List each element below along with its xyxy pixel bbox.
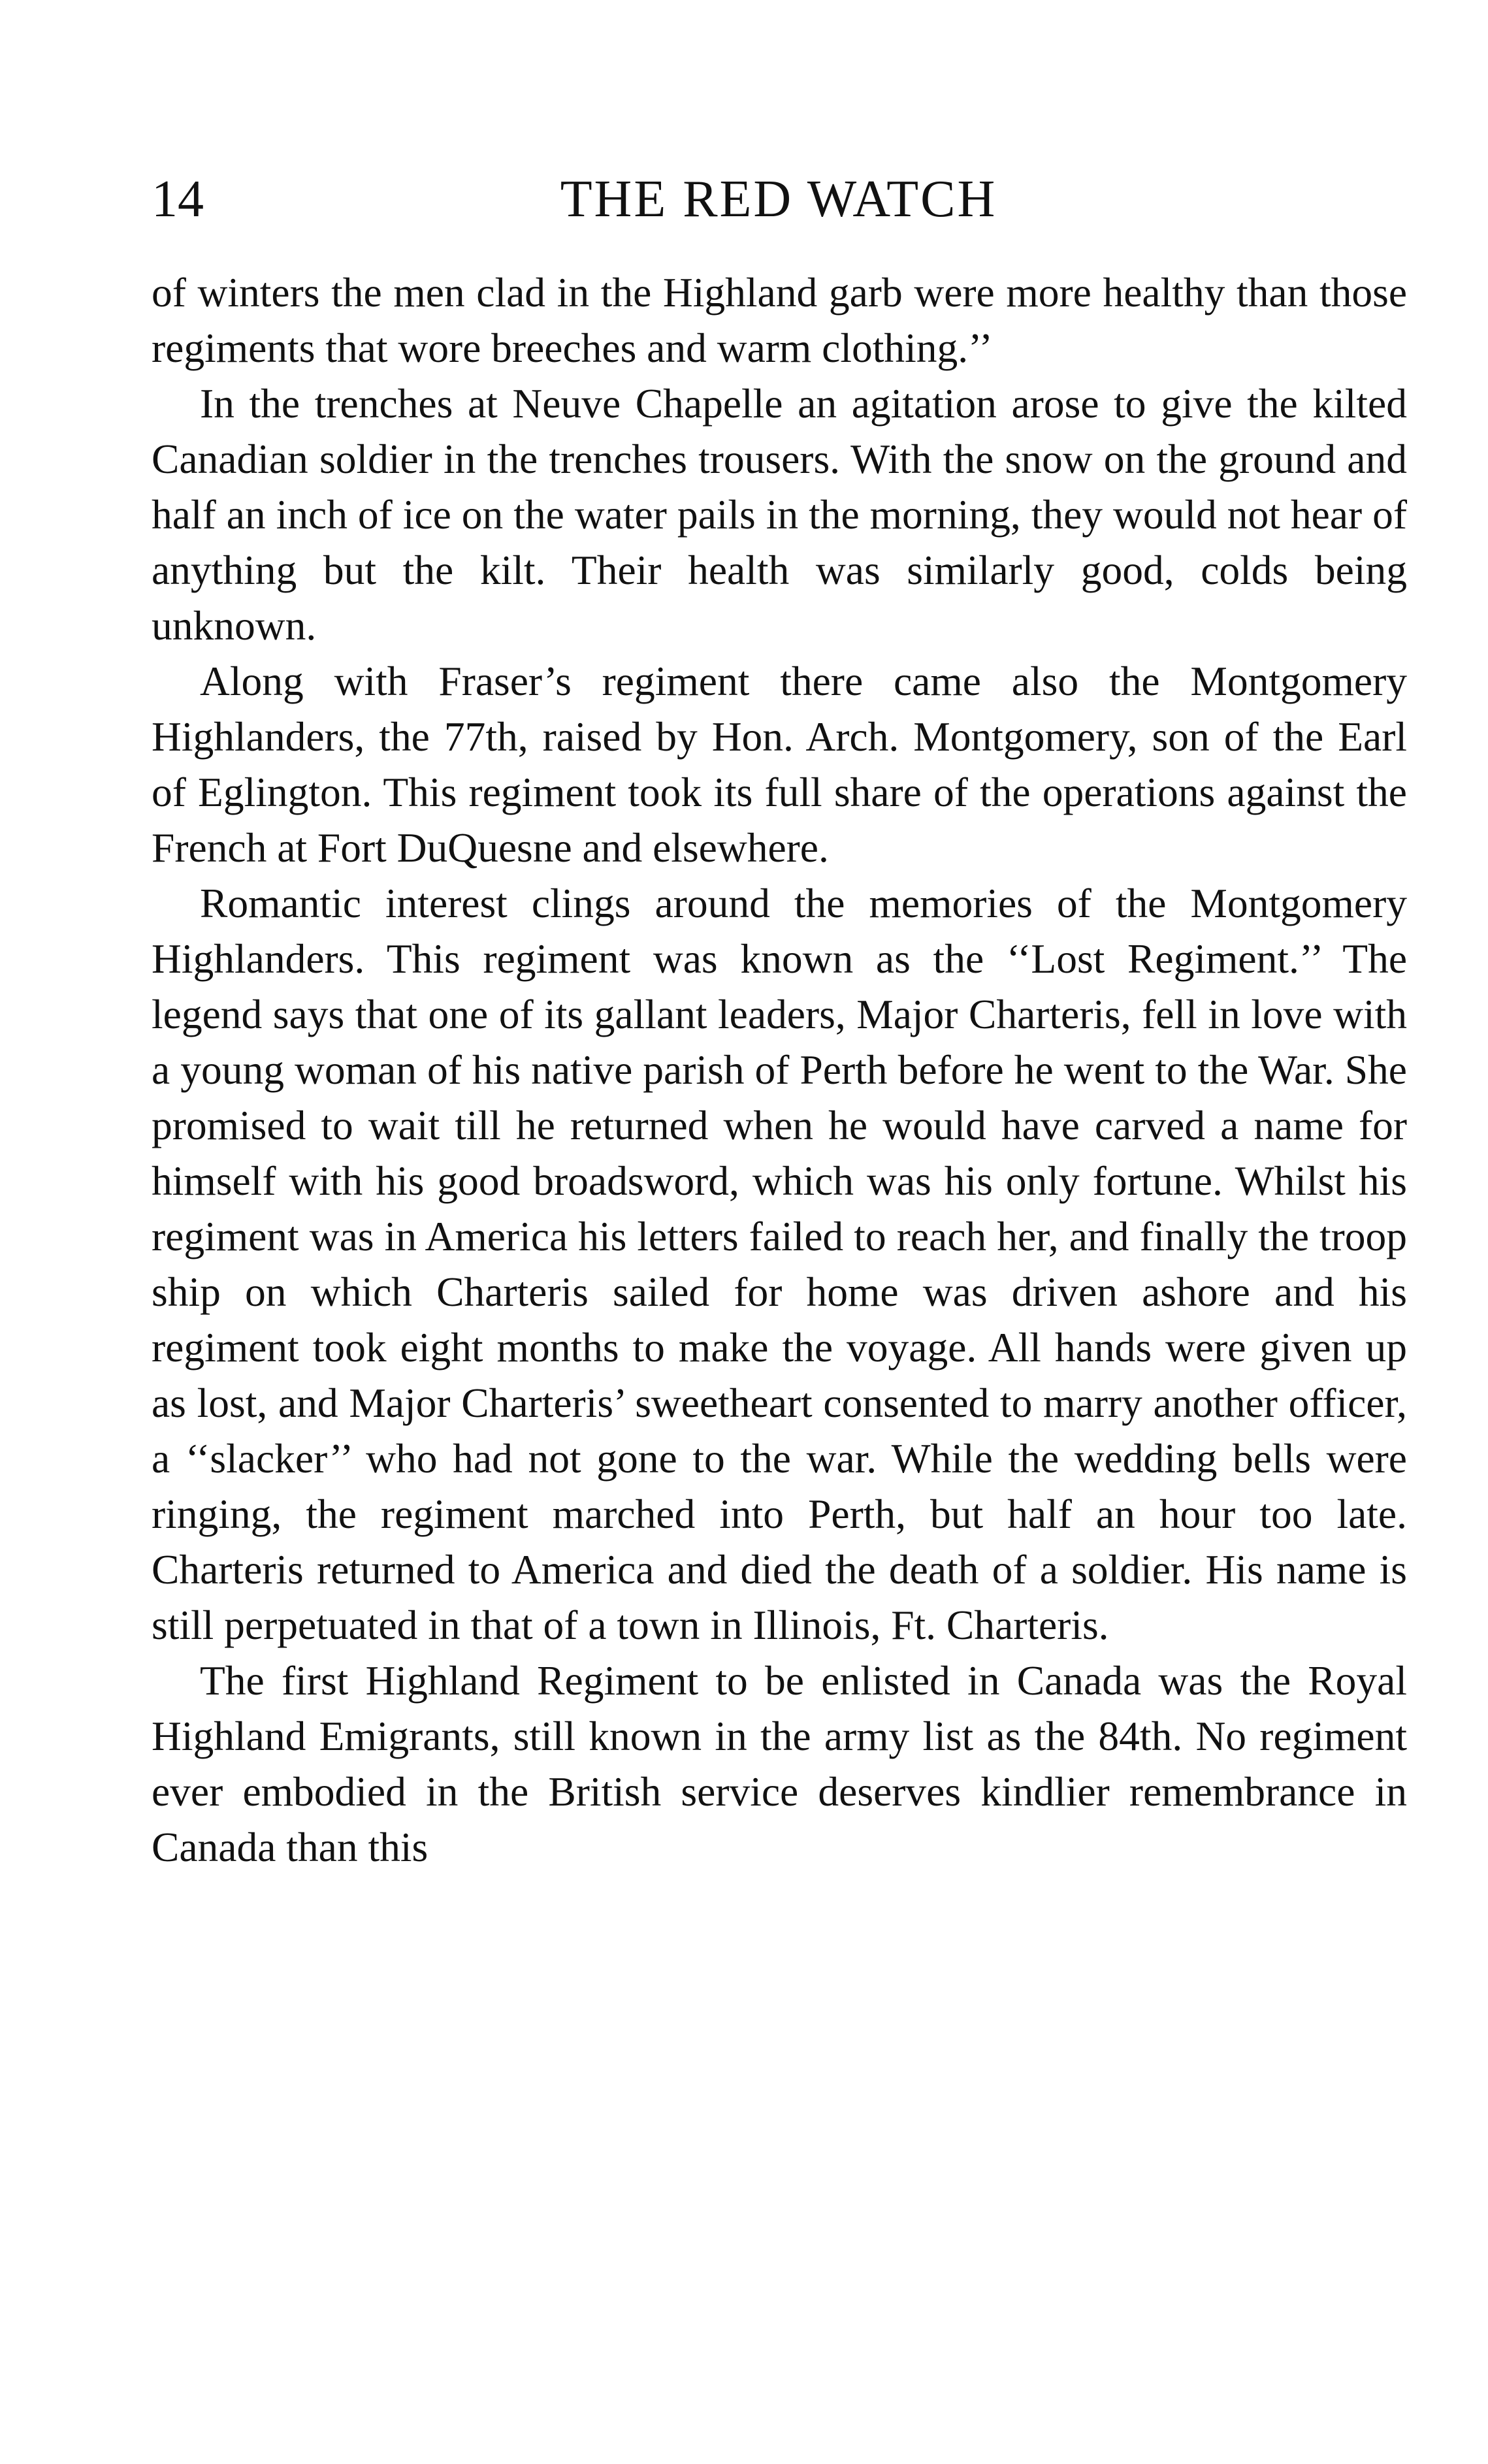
- running-title: THE RED WATCH: [560, 170, 997, 228]
- running-head: [152, 163, 1406, 235]
- paragraph-royal-highland-emigrants: The first Highland Regiment to be enlisted in Canada was the Royal Highland Emigrants, still known in the army list as the 84th. No regiment ever embodied in the British service deserves kindlier remembrance in Canada than this: [152, 1657, 1407, 1870]
- paragraph-continued: of winters the men clad in the Highland garb were more healthy than those regiments that wore breeches and warm clothing.’’: [152, 269, 1407, 371]
- paragraph-neuve-chapelle: In the trenches at Neuve Chapelle an agitation arose to give the kilted Canadian soldier in the trenches trousers. With the snow on the ground and half an inch of ice on the water pails in the morning, they would not hear of anything but the kilt. Their health was similarly good, colds being unknown.: [152, 380, 1407, 649]
- paragraph-lost-regiment: Romantic interest clings around the memories of the Montgomery Highlanders. This regiment was known as the ‘‘Lost Regiment.’’ The legend says that one of its gallant leaders, Major Charteris, fell in love with a young woman of his native parish of Perth before he went to the War. She promised to wait till he returned when he would have carved a name for himself with his good broadsword, which was his only fortune. Whilst his regiment was in America his letters failed to reach her, and finally the troop ship on which Charteris sailed for home was driven ashore and his regiment took eight months to make the voyage. All hands were given up as lost, and Major Charteris’ sweetheart consented to marry another officer, a ‘‘slacker’’ who had not gone to the war. While the wedding bells were ringing, the regiment marched into Perth, but half an hour too late. Charteris returned to America and died the death of a soldier. His name is still perpetuated in that of a town in Illinois, Ft. Charteris.: [152, 880, 1407, 1648]
- page-number: 14: [152, 170, 204, 228]
- paragraph-montgomery-highlanders: Along with Fraser’s regiment there came also the Montgomery Highlanders, the 77th, raised by Hon. Arch. Montgomery, son of the Earl of Eglington. This regiment took its full share of the operations against the French at Fort DuQuesne and elsewhere.: [152, 658, 1407, 871]
- body-text: [152, 265, 1407, 1875]
